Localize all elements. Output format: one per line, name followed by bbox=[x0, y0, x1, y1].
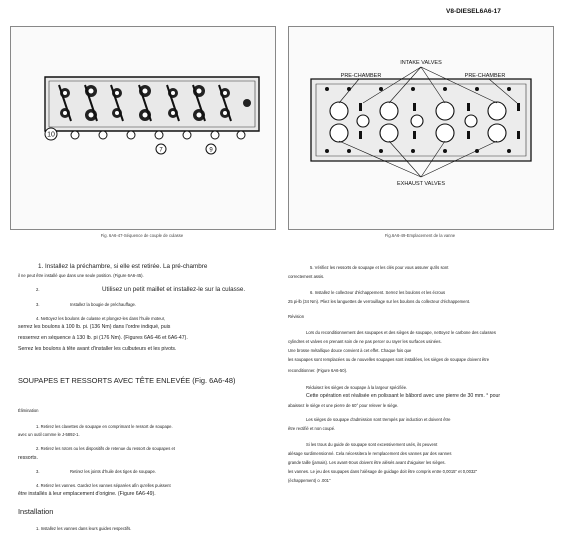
revision-line-3: Une brosse métallique douce convient à cet effet. Chaque fois que bbox=[288, 348, 412, 353]
step-1: 1. Installez la préchambre, si elle est retirée. La pré-chambre bbox=[38, 263, 208, 270]
step-6-cont: 25 pi-lb (34 Nm). Pliez les languettes de verrouillage sur les boulons du collecteur d'échappement. bbox=[288, 299, 471, 304]
seat-line-3: abaissez le siège et une pierre de 60° pour relever le siège. bbox=[288, 403, 399, 408]
step-3-num: 3. bbox=[36, 302, 40, 307]
elim-step-1-b: avec un outil comme le J-5892-1. bbox=[18, 432, 80, 437]
elim-step-4-a: 4. Retirez les vannes. Gardez les vannes séparées afin qu'elles puissent bbox=[36, 483, 171, 488]
step-3: Installez la bougie de préchauffage. bbox=[70, 302, 137, 307]
step-1-cont: il ne peut être installé que dans une seule position. (Figure 6A6-45). bbox=[18, 273, 144, 278]
callout-9: 9 bbox=[209, 147, 213, 154]
elim-step-1-a: 1. Retirez les clavettes de soupape en comprimant le ressort de soupape. bbox=[36, 424, 173, 429]
seat-line-5: être rectifié et non coupé. bbox=[288, 426, 336, 431]
page-id: V8-DIESEL6A6-17 bbox=[446, 8, 501, 15]
step-4-b: serrez les boulons à 100 lb. pi. (136 Nm) dans l'ordre indiqué, puis bbox=[18, 324, 171, 330]
step-5: 5. Vérifiez les ressorts de soupape et les clés pour vous assurer qu'ils sont bbox=[310, 265, 449, 270]
seat-line-1: Réduisez les sièges de soupape à la largeur spécifiée. bbox=[306, 385, 408, 390]
install-step-1: 1. Installez les vannes dans leurs guides respectifs. bbox=[36, 526, 132, 531]
exhaust-valves-label: EXHAUST VALVES bbox=[397, 181, 445, 187]
step-6: 6. Installez le collecteur d'échappement. Serrez les boulons et les écrous bbox=[310, 290, 446, 295]
installation-heading: Installation bbox=[18, 507, 54, 516]
guide-line-5: (échappement) o .001" bbox=[288, 478, 331, 483]
callout-7: 7 bbox=[159, 147, 163, 154]
guide-line-3: grande taille (jamais). Les avant-trous doivent être alésés avant d'aiguiser les sièges. bbox=[288, 460, 446, 465]
figure-right bbox=[288, 26, 554, 230]
step-2: Utilisez un petit maillet et installez-le sur la culasse. bbox=[102, 286, 246, 293]
step-4-a: 4. Nettoyez les boulons de culasse et plongez-les dans l'huile moteur, bbox=[36, 316, 166, 321]
revision-line-1: Lors du reconditionnement des soupapes et des sièges de soupape, nettoyez le carbone des culasses bbox=[306, 330, 496, 335]
prechamber-left-label: PRE-CHAMBER bbox=[340, 73, 382, 79]
seat-line-4: Les sièges de soupape d'admission sont trempés par induction et doivent être bbox=[306, 417, 451, 422]
elim-step-3-num: 3. bbox=[36, 469, 40, 474]
cylinder-head-drawing bbox=[11, 27, 275, 229]
revision-line-4: les soupapes sont remplacées ou de nouvelles soupapes sont installées, les sièges de soupape doivent être bbox=[288, 357, 490, 362]
guide-line-1: Si les trous du guide de soupape sont excessivement usés, ils peuvent bbox=[306, 442, 438, 447]
elim-step-3: Retirez les joints d'huile des tiges de soupape. bbox=[70, 469, 156, 474]
elim-step-4-b: être installés à leur emplacement d'origine. (Figure 6A6-49). bbox=[18, 491, 156, 497]
step-4-c: resserrez en séquence à 130 lb. pi (176 Nm). (Figures 6A6-46 et 6A6-47). bbox=[18, 335, 188, 341]
elim-step-2-b: ressorts. bbox=[18, 455, 38, 461]
step-2-num: 2. bbox=[36, 287, 40, 292]
step-5-cont: correctement assis. bbox=[288, 274, 325, 279]
guide-line-2: alésage surdimensionné. Cela nécessitera le remplacement des vannes par des vannes bbox=[288, 451, 452, 456]
callout-10: 10 bbox=[47, 131, 55, 139]
seat-line-2: Cette opération est réalisée en polissant le bâbord avec une pierre de 30 mm. ° pour bbox=[306, 393, 501, 399]
prechamber-right-label: PRE-CHAMBER bbox=[464, 73, 506, 79]
elim-step-2-a: 2. Retirez les rotors ou les dispositifs de retenue du ressort de soupapes et bbox=[36, 446, 175, 451]
revision-line-5: reconditionner. (Figure 6A6-50). bbox=[288, 368, 348, 373]
revision-line-2: cylindres et valves en prenant soin de ne pas percer ou rayer les surfaces usinées. bbox=[288, 339, 442, 344]
section-title: SOUPAPES ET RESSORTS AVEC TÊTE ENLEVÉE (Fig. 6A6-48) bbox=[18, 376, 236, 385]
figure-right-caption: Fig.6A6-49-Emplacement de la vanne bbox=[384, 233, 456, 238]
intake-valves-label: INTAKE VALVES bbox=[400, 60, 442, 66]
figure-left bbox=[10, 26, 276, 230]
figure-left-caption: Fig. 6A6-47-Séquence de couple de culasse bbox=[100, 233, 184, 238]
step-4-d: Serrez les boulons à tête avant d'installer les culbuteurs et les pivots. bbox=[18, 346, 177, 352]
revision-heading: Révision bbox=[288, 314, 305, 319]
valve-layout-drawing bbox=[289, 27, 553, 229]
guide-line-4: les vannes. Le jeu des soupapes dans l'alésage de guidage doit être compris entre 0,0015" et 0,0032" bbox=[288, 469, 478, 474]
elimination-heading: Élimination bbox=[18, 408, 39, 413]
